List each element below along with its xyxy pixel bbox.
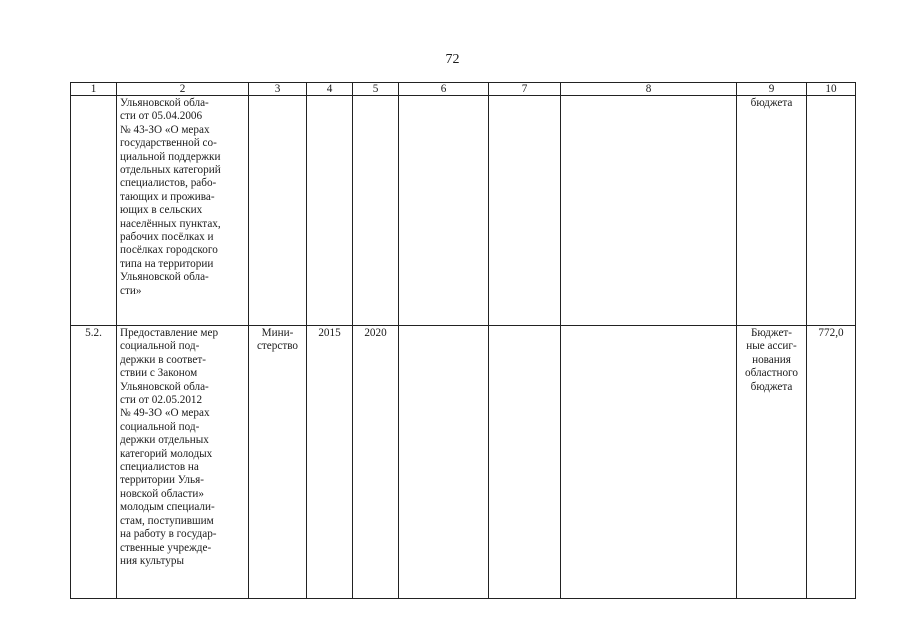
header-col-2: 2 [117, 83, 249, 96]
col-8-cell [561, 326, 737, 599]
row-number-cell [71, 96, 117, 326]
amount-cell [807, 96, 856, 326]
col-6-cell [399, 326, 489, 599]
header-col-9: 9 [737, 83, 807, 96]
amount-cell: 772,0 [807, 326, 856, 599]
header-col-7: 7 [489, 83, 561, 96]
end-year-cell: 2020 [353, 326, 399, 599]
start-year-cell: 2015 [307, 326, 353, 599]
table-row [71, 96, 856, 326]
header-col-6: 6 [399, 83, 489, 96]
funding-source-cell: бюджета [737, 96, 807, 326]
header-col-8: 8 [561, 83, 737, 96]
page-number: 72 [445, 52, 460, 67]
header-col-1: 1 [71, 83, 117, 96]
document-table [70, 82, 856, 599]
funding-source-cell: Бюджет- ные ассиг- нования областного бюджета [737, 326, 807, 599]
header-row [71, 83, 856, 96]
end-year-cell [353, 96, 399, 326]
executor-cell [249, 96, 307, 326]
executor-cell: Мини- стерство [249, 326, 307, 599]
start-year-cell [307, 96, 353, 326]
col-6-cell [399, 96, 489, 326]
measure-name-cell: Ульяновской обла- сти от 05.04.2006 № 43-ЗО «О мерах государственной со- циальной поддержки отдельных категорий специалистов, рабо- тающих и прожива- ющих в сельских населённых пунктах, рабочих посёлках и посёлках городского типа на территории Ульяновской обла- сти» [117, 96, 249, 326]
measure-name-cell: Предоставление мер социальной под- держки в соответ- ствии с Законом Ульяновской обла- сти от 02.05.2012 № 49-ЗО «О мерах социальной под- держки отдельных категорий молодых специалистов на территории Улья- новской области» молодым специали- стам, поступившим на работу в государ- ственные учрежде- ния культуры [117, 326, 249, 599]
row-number-cell: 5.2. [71, 326, 117, 599]
header-col-3: 3 [249, 83, 307, 96]
col-7-cell [489, 326, 561, 599]
table-row [71, 326, 856, 599]
col-8-cell [561, 96, 737, 326]
header-col-5: 5 [353, 83, 399, 96]
header-col-10: 10 [807, 83, 856, 96]
header-col-4: 4 [307, 83, 353, 96]
col-7-cell [489, 96, 561, 326]
